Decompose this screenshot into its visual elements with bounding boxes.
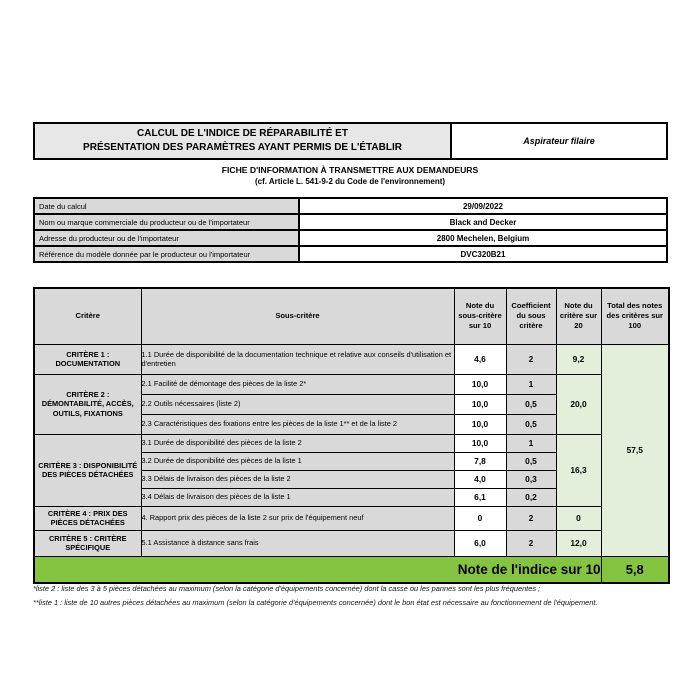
footnote-liste2: *liste 2 : liste des 3 à 5 pièces détachées au maximum (selon la catégorie d'équipements concernée) dont la casse ou les pannes sont les plus fréquentes ; (33, 584, 541, 593)
table-row (34, 530, 669, 556)
subcriterion-3-1-score: 10,0 (454, 434, 506, 452)
info-label-model: Référence du modèle donnée par le producteur ou l'importateur (34, 246, 299, 262)
criterion-3-score20: 16,3 (556, 434, 601, 506)
subcriterion-3-1-coef: 1 (506, 434, 556, 452)
col-header-note-sous-critere: Note du sous-critère sur 10 (454, 288, 506, 344)
product-category-label: Aspirateur filaire (452, 124, 666, 158)
col-header-note-critere: Note du critère sur 20 (556, 288, 601, 344)
subcriterion-3-1-label: 3.1 Durée de disponibilité des pièces de la liste 2 (141, 434, 454, 452)
info-label-address: Adresse du producteur ou de l'importateur (34, 230, 299, 246)
criteria-table (33, 287, 670, 584)
subcriterion-3-4-label: 3.4 Délais de livraison des pièces de la liste 1 (141, 488, 454, 506)
footnotes (33, 584, 678, 611)
info-value-model: DVC320B21 (299, 246, 667, 262)
subcriterion-5-1-score: 6,0 (454, 530, 506, 556)
subcriterion-5-1-coef: 2 (506, 530, 556, 556)
document-title-line1: CALCUL DE L'INDICE DE RÉPARABILITÉ ET (137, 128, 348, 139)
info-label-brand: Nom ou marque commerciale du producteur ou de l'importateur (34, 214, 299, 230)
subcriterion-3-3-label: 3.3 Délais de livraison des pièces de la liste 2 (141, 470, 454, 488)
subcriterion-3-2-label: 3.2 Durée de disponibilité des pièces de la liste 1 (141, 452, 454, 470)
subtitle-line1: FICHE D'INFORMATION À TRANSMETTRE AUX DEMANDEURS (221, 165, 479, 175)
document-title (35, 124, 452, 158)
subcriterion-2-1-label: 2.1 Facilité de démontage des pièces de la liste 2* (141, 374, 454, 394)
final-index-value: 5,8 (601, 556, 669, 583)
document-title-line2: PRÉSENTATION DES PARAMÈTRES AYANT PERMIS DE L'ÉTABLIR (83, 142, 402, 153)
table-row (34, 214, 667, 230)
subcriterion-3-4-coef: 0,2 (506, 488, 556, 506)
info-value-address: 2800 Mechelen, Belgium (299, 230, 667, 246)
table-row (34, 434, 669, 452)
criterion-1-label: CRITÈRE 1 : DOCUMENTATION (34, 344, 141, 374)
document-subtitle (0, 164, 700, 188)
final-index-label: Note de l'indice sur 10 (34, 556, 601, 583)
table-row (34, 374, 669, 394)
subcriterion-1-1-score: 4,6 (454, 344, 506, 374)
subcriterion-3-2-coef: 0,5 (506, 452, 556, 470)
subcriterion-2-2-coef: 0,5 (506, 394, 556, 414)
info-label-date: Date du calcul (34, 198, 299, 214)
subcriterion-3-2-score: 7,8 (454, 452, 506, 470)
table-row (34, 198, 667, 214)
table-row (34, 344, 669, 374)
criterion-3-label: CRITÈRE 3 : DISPONIBILITÉ DES PIÈCES DÉTACHÉES (34, 434, 141, 506)
footnote-liste1: **liste 1 : liste de 10 autres pièces détachées au maximum (selon la catégorie d'équipements concernée) dont le bon état est nécessaire au fonctionnement de l'équipement. (33, 597, 598, 607)
table-row (34, 230, 667, 246)
subcriterion-1-1-label: 1.1 Durée de disponibilité de la documentation technique et relative aux conseils d'utilisation et d'entretien (141, 344, 454, 374)
final-index-row (34, 556, 669, 583)
document-title-block (33, 122, 668, 160)
subcriterion-3-3-score: 4,0 (454, 470, 506, 488)
subcriterion-2-3-score: 10,0 (454, 414, 506, 434)
col-header-coefficient: Coefficient du sous critère (506, 288, 556, 344)
subcriterion-2-2-label: 2.2 Outils nécessaires (liste 2) (141, 394, 454, 414)
subcriterion-2-1-score: 10,0 (454, 374, 506, 394)
subcriterion-5-1-label: 5.1 Assistance à distance sans frais (141, 530, 454, 556)
subcriterion-2-2-score: 10,0 (454, 394, 506, 414)
criterion-4-label: CRITÈRE 4 : PRIX DES PIÈCES DÉTACHÉES (34, 506, 141, 530)
col-header-total: Total des notes des critères sur 100 (601, 288, 669, 344)
col-header-critere: Critère (34, 288, 141, 344)
total-score-100: 57,5 (601, 344, 669, 556)
table-header-row (34, 288, 669, 344)
table-row (34, 506, 669, 530)
table-row (34, 246, 667, 262)
subcriterion-1-1-coef: 2 (506, 344, 556, 374)
criterion-4-score20: 0 (556, 506, 601, 530)
col-header-sous-critere: Sous-critère (141, 288, 454, 344)
criterion-2-label: CRITÈRE 2 : DÉMONTABILITÉ, ACCÈS, OUTILS, FIXATIONS (34, 374, 141, 434)
product-info-table (33, 197, 668, 263)
subcriterion-4-coef: 2 (506, 506, 556, 530)
subcriterion-2-1-coef: 1 (506, 374, 556, 394)
criterion-2-score20: 20,0 (556, 374, 601, 434)
info-value-date: 29/09/2022 (299, 198, 667, 214)
criterion-5-label: CRITÈRE 5 : CRITÈRE SPÉCIFIQUE (34, 530, 141, 556)
subcriterion-4-score: 0 (454, 506, 506, 530)
info-value-brand: Black and Decker (299, 214, 667, 230)
subcriterion-2-3-label: 2.3 Caractéristiques des fixations entre les pièces de la liste 1** et de la liste 2 (141, 414, 454, 434)
subcriterion-2-3-coef: 0,5 (506, 414, 556, 434)
subcriterion-4-label: 4. Rapport prix des pièces de la liste 2 sur prix de l'équipement neuf (141, 506, 454, 530)
criterion-5-score20: 12,0 (556, 530, 601, 556)
subtitle-line2: (cf. Article L. 541-9-2 du Code de l'environnement) (254, 177, 446, 186)
criterion-1-score20: 9,2 (556, 344, 601, 374)
subcriterion-3-4-score: 6,1 (454, 488, 506, 506)
subcriterion-3-3-coef: 0,3 (506, 470, 556, 488)
